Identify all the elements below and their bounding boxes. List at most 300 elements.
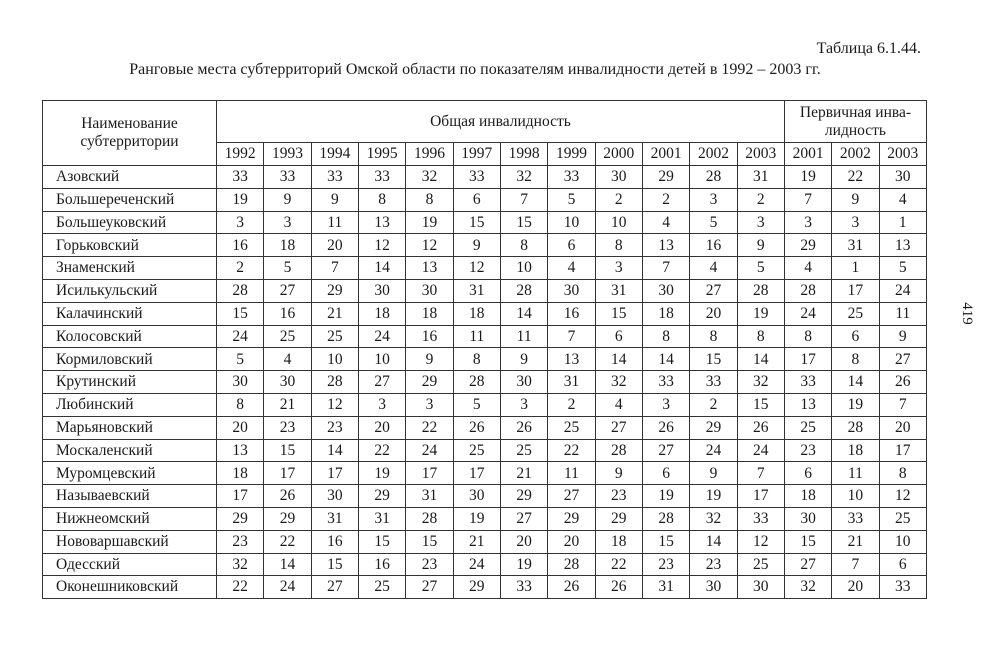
rank-cell: 10: [311, 348, 358, 371]
rank-cell: 18: [453, 302, 500, 325]
rank-cell: 20: [879, 416, 926, 439]
rank-cell: 6: [832, 325, 879, 348]
rank-cell: 25: [832, 302, 879, 325]
rank-cell: 30: [264, 371, 311, 394]
rank-cell: 9: [311, 188, 358, 211]
rank-cell: 26: [453, 416, 500, 439]
rank-cell: 16: [548, 302, 595, 325]
rank-cell: 15: [642, 530, 689, 553]
subterritory-name: Большереченский: [43, 188, 217, 211]
rank-cell: 27: [548, 485, 595, 508]
rank-cell: 16: [690, 234, 737, 257]
rank-cell: 18: [595, 530, 642, 553]
rank-cell: 9: [406, 348, 453, 371]
rank-cell: 6: [642, 462, 689, 485]
rank-cell: 29: [406, 371, 453, 394]
rank-cell: 25: [879, 507, 926, 530]
rank-cell: 2: [548, 393, 595, 416]
rank-cell: 28: [453, 371, 500, 394]
rank-cell: 28: [832, 416, 879, 439]
rank-cell: 25: [264, 325, 311, 348]
rank-cell: 9: [264, 188, 311, 211]
rank-cell: 33: [642, 371, 689, 394]
subterritory-name: Исилькульский: [43, 279, 217, 302]
rank-cell: 28: [737, 279, 784, 302]
rank-cell: 17: [264, 462, 311, 485]
rank-cell: 22: [358, 439, 405, 462]
table-row: [43, 325, 927, 348]
subterritory-name: Кормиловский: [43, 348, 217, 371]
rank-cell: 2: [642, 188, 689, 211]
rank-cell: 9: [595, 462, 642, 485]
rank-cell: 33: [548, 166, 595, 189]
table-row: [43, 507, 927, 530]
rank-cell: 23: [406, 553, 453, 576]
rank-cell: 7: [311, 257, 358, 280]
rank-cell: 15: [737, 393, 784, 416]
rank-cell: 27: [358, 371, 405, 394]
rank-cell: 27: [500, 507, 547, 530]
subterritory-name: Любинский: [43, 393, 217, 416]
rank-cell: 16: [311, 530, 358, 553]
rank-cell: 12: [311, 393, 358, 416]
rank-cell: 26: [548, 576, 595, 599]
year-header: 1997: [453, 143, 500, 166]
table-row: [43, 257, 927, 280]
rank-cell: 8: [500, 234, 547, 257]
table-row: [43, 211, 927, 234]
year-header: 2002: [690, 143, 737, 166]
rank-cell: 21: [453, 530, 500, 553]
rank-cell: 15: [217, 302, 264, 325]
rank-cell: 27: [264, 279, 311, 302]
year-header: 2000: [595, 143, 642, 166]
subterritory-name: Калачинский: [43, 302, 217, 325]
rank-cell: 4: [595, 393, 642, 416]
rank-cell: 18: [358, 302, 405, 325]
rank-cell: 3: [406, 393, 453, 416]
rank-cell: 30: [595, 166, 642, 189]
rank-cell: 18: [406, 302, 453, 325]
rank-cell: 11: [453, 325, 500, 348]
year-header: 1992: [217, 143, 264, 166]
rank-cell: 15: [690, 348, 737, 371]
rank-cell: 25: [358, 576, 405, 599]
rank-cell: 19: [832, 393, 879, 416]
rank-cell: 6: [595, 325, 642, 348]
rank-cell: 32: [737, 371, 784, 394]
rank-cell: 22: [548, 439, 595, 462]
rank-cell: 31: [453, 279, 500, 302]
year-header: 2003: [737, 143, 784, 166]
rank-cell: 33: [784, 371, 831, 394]
rank-cell: 6: [548, 234, 595, 257]
rank-cell: 15: [595, 302, 642, 325]
subterritory-name: Колосовский: [43, 325, 217, 348]
subterritory-name: Марьяновский: [43, 416, 217, 439]
rank-cell: 19: [784, 166, 831, 189]
rank-cell: 5: [264, 257, 311, 280]
rank-cell: 7: [500, 188, 547, 211]
rank-cell: 31: [595, 279, 642, 302]
year-header: 1998: [500, 143, 547, 166]
subterritory-name: Нижнеомский: [43, 507, 217, 530]
rank-cell: 26: [642, 416, 689, 439]
rank-cell: 15: [406, 530, 453, 553]
rank-cell: 12: [737, 530, 784, 553]
subterritory-name: Горьковский: [43, 234, 217, 257]
rank-cell: 9: [879, 325, 926, 348]
rank-cell: 8: [358, 188, 405, 211]
subterritory-name: Москаленский: [43, 439, 217, 462]
rank-cell: 22: [217, 576, 264, 599]
rank-cell: 8: [832, 348, 879, 371]
rank-cell: 8: [784, 325, 831, 348]
rank-cell: 33: [453, 166, 500, 189]
rank-cell: 30: [690, 576, 737, 599]
rank-cell: 5: [879, 257, 926, 280]
rank-cell: 6: [453, 188, 500, 211]
disability-rank-table: [42, 100, 927, 599]
rank-cell: 3: [217, 211, 264, 234]
rank-cell: 29: [358, 485, 405, 508]
rank-cell: 28: [690, 166, 737, 189]
rank-cell: 7: [784, 188, 831, 211]
rank-cell: 3: [784, 211, 831, 234]
rank-cell: 26: [879, 371, 926, 394]
rank-cell: 33: [217, 166, 264, 189]
rank-cell: 5: [690, 211, 737, 234]
rank-cell: 18: [217, 462, 264, 485]
rank-cell: 21: [311, 302, 358, 325]
table-row: [43, 576, 927, 599]
year-header: 2003: [879, 143, 926, 166]
rank-cell: 20: [311, 234, 358, 257]
rank-cell: 28: [642, 507, 689, 530]
rank-cell: 18: [642, 302, 689, 325]
rank-cell: 8: [642, 325, 689, 348]
rank-cell: 12: [358, 234, 405, 257]
rank-cell: 24: [737, 439, 784, 462]
rank-cell: 32: [406, 166, 453, 189]
rank-cell: 33: [690, 371, 737, 394]
rank-cell: 11: [548, 462, 595, 485]
rank-cell: 4: [879, 188, 926, 211]
rank-cell: 23: [642, 553, 689, 576]
table-title: Ранговые места субтерриторий Омской области по показателям инвалидности детей в 1992 – 2003 гг.: [129, 61, 821, 78]
rank-cell: 17: [453, 462, 500, 485]
rank-cell: 16: [406, 325, 453, 348]
rank-cell: 25: [784, 416, 831, 439]
rank-cell: 24: [690, 439, 737, 462]
rank-cell: 8: [595, 234, 642, 257]
rank-cell: 17: [879, 439, 926, 462]
rank-cell: 33: [311, 166, 358, 189]
rank-cell: 29: [311, 279, 358, 302]
rank-cell: 30: [500, 371, 547, 394]
rank-cell: 23: [784, 439, 831, 462]
rank-cell: 27: [642, 439, 689, 462]
rank-cell: 26: [737, 416, 784, 439]
table-row: [43, 188, 927, 211]
rank-cell: 15: [264, 439, 311, 462]
rank-cell: 31: [358, 507, 405, 530]
rank-cell: 24: [358, 325, 405, 348]
rank-cell: 33: [500, 576, 547, 599]
rank-cell: 20: [358, 416, 405, 439]
table-number: Таблица 6.1.44.: [816, 40, 921, 57]
table-row: [43, 416, 927, 439]
rank-cell: 28: [784, 279, 831, 302]
rank-cell: 19: [217, 188, 264, 211]
table-row: [43, 348, 927, 371]
rank-cell: 4: [548, 257, 595, 280]
rank-cell: 25: [453, 439, 500, 462]
rank-cell: 20: [500, 530, 547, 553]
rank-cell: 19: [500, 553, 547, 576]
rank-cell: 7: [737, 462, 784, 485]
table-row: [43, 439, 927, 462]
primary-disability-header: Первичная инва-лидность: [784, 101, 926, 143]
rank-cell: 6: [879, 553, 926, 576]
subterritory-name: Большеуковский: [43, 211, 217, 234]
rank-cell: 26: [595, 576, 642, 599]
rank-cell: 1: [832, 257, 879, 280]
rank-cell: 4: [690, 257, 737, 280]
rank-cell: 30: [358, 279, 405, 302]
rank-cell: 21: [264, 393, 311, 416]
rank-cell: 24: [453, 553, 500, 576]
rank-cell: 27: [406, 576, 453, 599]
rank-cell: 20: [548, 530, 595, 553]
rank-cell: 2: [595, 188, 642, 211]
rank-cell: 30: [217, 371, 264, 394]
rank-cell: 15: [311, 553, 358, 576]
header-row-groups: [43, 101, 927, 143]
page-number: 419: [958, 302, 975, 325]
rank-cell: 11: [311, 211, 358, 234]
rank-cell: 32: [690, 507, 737, 530]
rank-cell: 29: [264, 507, 311, 530]
rank-cell: 31: [311, 507, 358, 530]
rank-cell: 7: [548, 325, 595, 348]
subterritory-name: Оконешниковский: [43, 576, 217, 599]
rank-cell: 5: [548, 188, 595, 211]
rank-cell: 13: [879, 234, 926, 257]
rank-cell: 5: [453, 393, 500, 416]
rank-cell: 9: [737, 234, 784, 257]
rank-cell: 16: [264, 302, 311, 325]
year-header: 1996: [406, 143, 453, 166]
rank-cell: 2: [737, 188, 784, 211]
rank-cell: 10: [500, 257, 547, 280]
table-row: [43, 234, 927, 257]
table-row: [43, 371, 927, 394]
rank-cell: 29: [548, 507, 595, 530]
rank-cell: 19: [690, 485, 737, 508]
rank-cell: 16: [358, 553, 405, 576]
rank-cell: 25: [737, 553, 784, 576]
year-header: 2002: [832, 143, 879, 166]
rank-cell: 30: [548, 279, 595, 302]
rank-cell: 17: [737, 485, 784, 508]
subterritory-name: Называевский: [43, 485, 217, 508]
rank-cell: 28: [500, 279, 547, 302]
rank-cell: 24: [406, 439, 453, 462]
rank-cell: 13: [642, 234, 689, 257]
rank-cell: 10: [832, 485, 879, 508]
rank-cell: 25: [500, 439, 547, 462]
rank-cell: 33: [737, 507, 784, 530]
rank-cell: 31: [832, 234, 879, 257]
rank-cell: 14: [595, 348, 642, 371]
rank-cell: 28: [406, 507, 453, 530]
rank-cell: 23: [595, 485, 642, 508]
subterritory-name: Муромцевский: [43, 462, 217, 485]
rank-cell: 7: [642, 257, 689, 280]
rank-cell: 27: [784, 553, 831, 576]
rank-cell: 29: [453, 576, 500, 599]
rank-cell: 6: [784, 462, 831, 485]
rank-cell: 29: [217, 507, 264, 530]
subterritory-name: Нововаршавский: [43, 530, 217, 553]
subterritory-name: Крутинский: [43, 371, 217, 394]
rank-cell: 13: [784, 393, 831, 416]
rank-cell: 31: [642, 576, 689, 599]
rank-cell: 12: [406, 234, 453, 257]
rank-cell: 30: [453, 485, 500, 508]
year-header: 1993: [264, 143, 311, 166]
rank-cell: 14: [358, 257, 405, 280]
rank-cell: 17: [832, 279, 879, 302]
rank-cell: 3: [595, 257, 642, 280]
rank-cell: 28: [595, 439, 642, 462]
rank-cell: 31: [548, 371, 595, 394]
rank-cell: 19: [642, 485, 689, 508]
rank-cell: 15: [358, 530, 405, 553]
rank-cell: 25: [548, 416, 595, 439]
rank-cell: 3: [737, 211, 784, 234]
rank-cell: 33: [879, 576, 926, 599]
subterritory-name: Одесский: [43, 553, 217, 576]
rank-cell: 29: [500, 485, 547, 508]
subterritory-name: Знаменский: [43, 257, 217, 280]
rank-cell: 3: [690, 188, 737, 211]
rank-cell: 33: [358, 166, 405, 189]
rank-cell: 18: [832, 439, 879, 462]
rank-cell: 28: [311, 371, 358, 394]
rank-cell: 30: [879, 166, 926, 189]
rank-cell: 2: [690, 393, 737, 416]
rank-cell: 30: [406, 279, 453, 302]
rank-cell: 28: [548, 553, 595, 576]
rank-cell: 25: [311, 325, 358, 348]
rank-cell: 3: [358, 393, 405, 416]
rank-cell: 21: [500, 462, 547, 485]
rank-cell: 18: [264, 234, 311, 257]
rank-cell: 11: [832, 462, 879, 485]
rank-cell: 5: [217, 348, 264, 371]
rank-cell: 19: [453, 507, 500, 530]
rank-cell: 22: [595, 553, 642, 576]
year-header: 1995: [358, 143, 405, 166]
rank-cell: 33: [264, 166, 311, 189]
rank-cell: 17: [784, 348, 831, 371]
rank-cell: 7: [832, 553, 879, 576]
rank-cell: 8: [690, 325, 737, 348]
table-row: [43, 462, 927, 485]
rank-cell: 29: [642, 166, 689, 189]
rank-cell: 3: [832, 211, 879, 234]
rank-cell: 9: [832, 188, 879, 211]
rank-cell: 28: [217, 279, 264, 302]
rank-cell: 31: [737, 166, 784, 189]
subterritory-name: Азовский: [43, 166, 217, 189]
rank-cell: 30: [737, 576, 784, 599]
rank-cell: 8: [453, 348, 500, 371]
rank-cell: 27: [311, 576, 358, 599]
rank-cell: 19: [406, 211, 453, 234]
year-header: 2001: [784, 143, 831, 166]
rank-cell: 1: [879, 211, 926, 234]
rank-cell: 17: [217, 485, 264, 508]
rank-cell: 14: [832, 371, 879, 394]
rank-cell: 18: [784, 485, 831, 508]
rank-cell: 19: [737, 302, 784, 325]
rank-cell: 30: [642, 279, 689, 302]
table-row: [43, 553, 927, 576]
rank-cell: 8: [737, 325, 784, 348]
year-header: 1999: [548, 143, 595, 166]
rank-cell: 23: [311, 416, 358, 439]
table-row: [43, 166, 927, 189]
rank-cell: 13: [217, 439, 264, 462]
rank-cell: 29: [595, 507, 642, 530]
rank-cell: 14: [690, 530, 737, 553]
rank-cell: 22: [264, 530, 311, 553]
rank-cell: 9: [690, 462, 737, 485]
rank-cell: 4: [264, 348, 311, 371]
rank-cell: 20: [832, 576, 879, 599]
rank-cell: 33: [832, 507, 879, 530]
rank-cell: 13: [358, 211, 405, 234]
rank-cell: 17: [406, 462, 453, 485]
rank-cell: 2: [217, 257, 264, 280]
rank-cell: 32: [784, 576, 831, 599]
rank-cell: 29: [690, 416, 737, 439]
rank-cell: 32: [595, 371, 642, 394]
name-column-header: Наименование субтерритории: [43, 101, 217, 166]
rank-cell: 15: [500, 211, 547, 234]
rank-cell: 4: [784, 257, 831, 280]
rank-cell: 24: [217, 325, 264, 348]
rank-cell: 21: [832, 530, 879, 553]
rank-cell: 26: [264, 485, 311, 508]
rank-cell: 14: [264, 553, 311, 576]
rank-cell: 30: [311, 485, 358, 508]
table-body: [43, 166, 927, 599]
rank-cell: 27: [595, 416, 642, 439]
rank-cell: 20: [217, 416, 264, 439]
rank-cell: 31: [406, 485, 453, 508]
rank-cell: 3: [642, 393, 689, 416]
table-row: [43, 485, 927, 508]
rank-cell: 23: [264, 416, 311, 439]
rank-cell: 14: [500, 302, 547, 325]
rank-cell: 9: [500, 348, 547, 371]
rank-cell: 5: [737, 257, 784, 280]
rank-cell: 23: [217, 530, 264, 553]
